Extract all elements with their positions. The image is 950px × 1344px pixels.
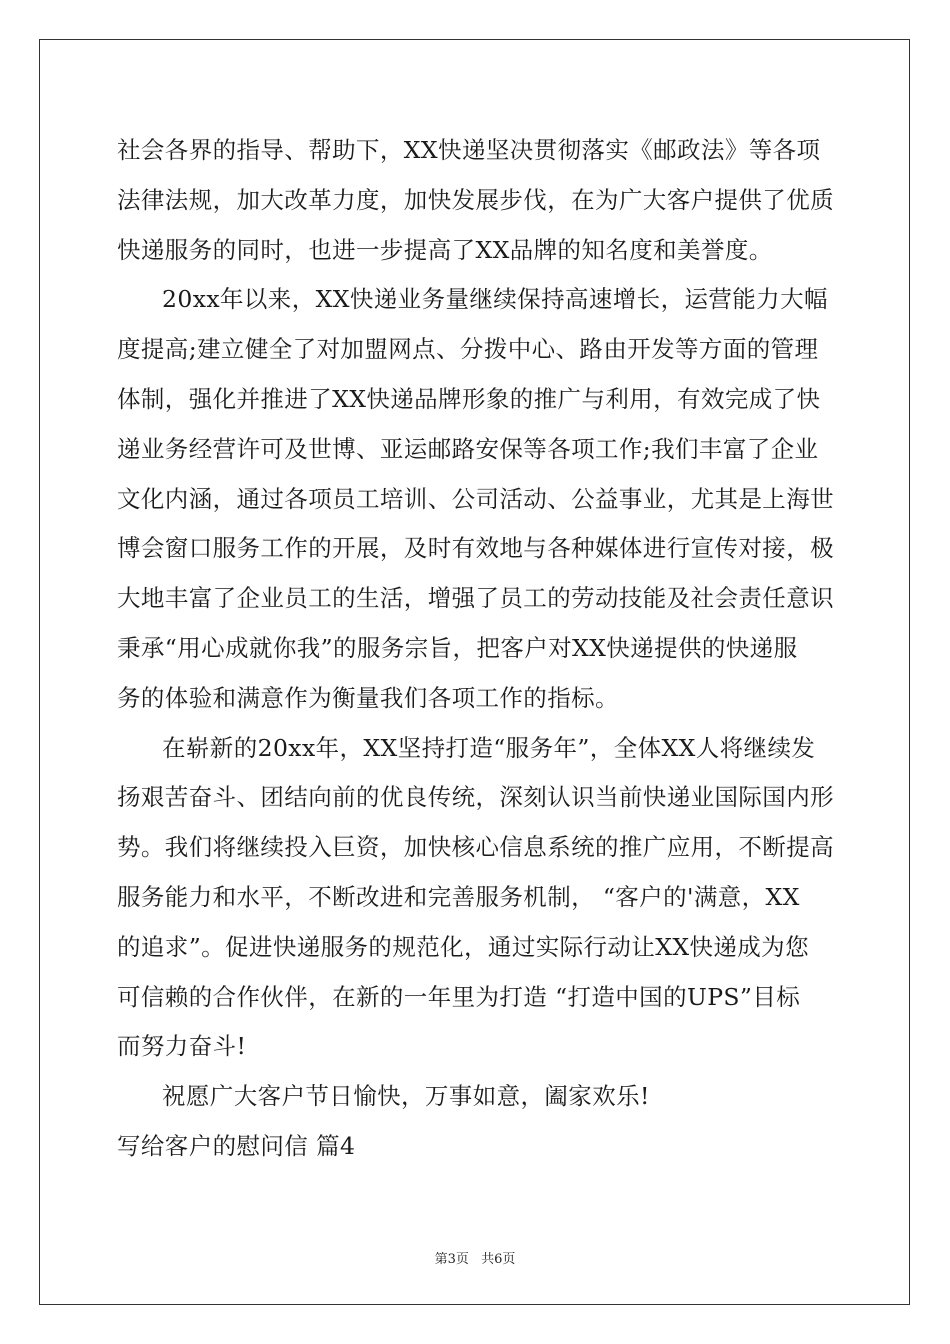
text-line: 博会窗口服务工作的开展，及时有效地与各种媒体进行宣传对接，极 [117, 534, 834, 563]
text-line: 势。我们将继续投入巨资，加快核心信息系统的推广应用，不断提高 [117, 833, 834, 862]
text-line: 在崭新的20xx年，XX坚持打造“服务年”，全体XX人将继续发 [162, 733, 816, 762]
text-line: 快递服务的同时，也进一步提高了XX品牌的知名度和美誉度。 [117, 235, 773, 264]
text-line: 大地丰富了企业员工的生活，增强了员工的劳动技能及社会责任意识 [117, 584, 834, 613]
text-line: 祝愿广大客户节日愉快，万事如意，阖家欢乐! [162, 1082, 650, 1111]
section-heading: 写给客户的慰问信 篇4 [117, 1131, 356, 1160]
text-line: 20xx年以来，XX快递业务量继续保持高速增长，运营能力大幅 [162, 285, 828, 314]
text-line: 而努力奋斗! [117, 1032, 247, 1061]
text-line: 务的体验和满意作为衡量我们各项工作的指标。 [117, 683, 619, 712]
text-line: 的追求”。促进快递服务的规范化，通过实际行动让XX快递成为您 [117, 932, 809, 961]
text-line: 社会各界的指导、帮助下，XX快递坚决贯彻落实《邮政法》等各项 [117, 136, 821, 164]
text-line: 递业务经营许可及世博、亚运邮路安保等各项工作;我们丰富了企业 [117, 434, 819, 463]
page-footer [0, 1248, 950, 1267]
text-line: 扬艰苦奋斗、团结向前的优良传统，深刻认识当前快递业国际国内形 [117, 783, 834, 812]
text-line: 可信赖的合作伙伴，在新的一年里为打造 “打造中国的UPS”目标 [117, 982, 801, 1011]
text-line: 法律法规，加大改革力度，加快发展步伐，在为广大客户提供了优质 [117, 185, 834, 214]
text-line: 体制，强化并推进了XX快递品牌形象的推广与利用，有效完成了快 [117, 384, 821, 413]
text-line: 度提高;建立健全了对加盟网点、分拨中心、路由开发等方面的管理 [117, 335, 819, 364]
text-line: 服务能力和水平，不断改进和完善服务机制， “客户的'满意，XX [117, 882, 800, 911]
page-number: 第3页 [434, 1252, 469, 1267]
text-line: 秉承“用心成就你我”的服务宗旨，把客户对XX快递提供的快递服 [117, 633, 798, 662]
text-line: 文化内涵，通过各项员工培训、公司活动、公益事业，尤其是上海世 [117, 484, 834, 513]
document-body [117, 126, 837, 1172]
page-total: 共6页 [481, 1252, 516, 1267]
